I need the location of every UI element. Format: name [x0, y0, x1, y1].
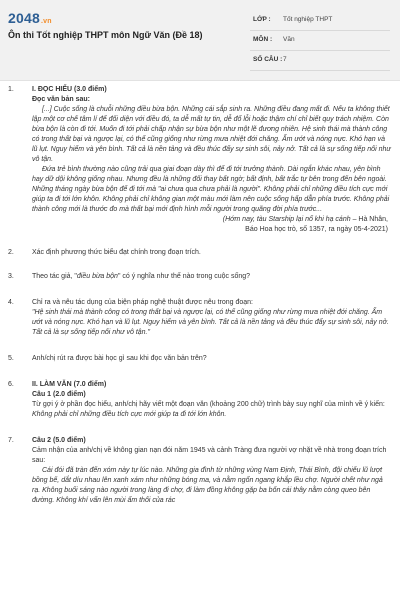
- question-3: 3. Theo tác giả, "điều bừa bộn" có ý nghĩa như thế nào trong cuộc sống?: [8, 272, 392, 282]
- question-6: 6. II. LÀM VĂN (7.0 điểm) Câu 1 (2.0 điểm) Từ gợi ý ở phần đọc hiểu, anh/chị hãy viết một đoạn văn (khoảng 200 chữ) trình bày suy nghĩ của mình về ý kiến: Không phải chỉ những điều tích cực mới giúp ta đi tới lớn khôn.: [8, 380, 392, 420]
- question-subheading: Câu 1 (2.0 điểm): [32, 391, 86, 398]
- passage-publication: Báo Hoa học trò, số 1357, ra ngày 05-4-2021): [245, 226, 388, 233]
- question-1: 1. I. ĐỌC HIỂU (3.0 điểm) Đọc văn bản sau: [...] Cuộc sống là chuỗi những điều bừa bộn. Những cái sắp sinh ra. Những điều đang mất đi. Nếu ta không thiết lập một cơ chế tâm lí để đối diện với điều đó, ta dễ mất tự tin, dễ đổ lỗi hoặc thậm chí chỉ biết quy trách nhiệm. Còn bừa bộn là còn đi tới. Muốn đi tới phải chấp nhận sự bừa bộn như một lẽ đương nhiên. Hệ sinh thái mà thành công có trong thất bại và ngược lại, có thể cũng giống như rừng mưa nhiệt đới chăng. Ẩm ướt và nóng nực. Khó hạn và lũ lụt. Nguy hiểm và yên bình. Tất cả là nền tảng và đều thúc đẩy sự sinh sôi, nảy nở. Tất cả là sự sống tiếp nối như vô tận. Đứa trẻ bình thường nào cũng trải qua giai đoạn dày thì để đi tới trưởng thành. Dài ngắn khác nhau, yên bình hay dữ dội không giống nhau. Nhưng đều là những đối thay bất ngờ; bất định, bất trắc tự bên trong đến bên ngoài. Những tháng ngày bừa bộn để đi tới mà "ai chưa qua chưa phải là người". Không phải chỉ những điều tích cực mới giúp ta đi tới lớn khôn. Không phải chỉ không gian một màu mới làm nên cuộc sống hấp dẫn phía trước. Không phải thành công mới là thước đo mà thất bại mới định hình mỗi người trong quãng đời phía trước... (Hớm nay, tàu Starship lại nổ khi hạ cánh – Hà Nhân, Báo Hoa học trò, số 1357, ra ngày 05-4-2021): [8, 86, 391, 233]
- meta-table: [250, 11, 390, 71]
- question-4: 4. Chỉ ra và nêu tác dụng của biện pháp nghệ thuật được nêu trong đoạn: "Hệ sinh thái mà thành công có trong thất bại và ngược lại, có thể cũng giống như rừng mưa nhiệt đới chăng. Ẩm ướt và nóng nực. Khó hạn và lũ lụt. Nguy hiểm và yên bình. Tất cả là nền tảng và đều thúc đẩy sự sinh sôi, nảy nở. Tất cả là sự sống tiếp nối như vô tận.": [8, 298, 392, 338]
- question-quote: "Hệ sinh thái mà thành công có trong thất bại và ngược lại, có thể cũng giống như rừng mưa nhiệt đới chăng. Ẩm ướt và nóng nực. Khó hạn và lũ lụt. Nguy hiểm và yên bình. Tất cả là nền tảng và đều thúc đẩy sự sinh sôi, nảy nở. Tất cả là sự sống tiếp nối như vô tận.": [32, 309, 389, 336]
- meta-row-class: LỚP : Tốt nghiệp THPT: [250, 11, 390, 31]
- question-text: Cảm nhận của anh/chị về không gian nạn đói năm 1945 và cảnh Tràng đưa người vợ nhặt về nhà trong đoạn trích sau:: [32, 447, 387, 464]
- meta-row-subject: MÔN : Văn: [250, 31, 390, 51]
- meta-row-count: SỐ CÂU : 7: [250, 51, 390, 71]
- passage-paragraph: [...] Cuộc sống là chuỗi những điều bừa bộn. Những cái sắp sinh ra. Những điều đang mất đi. Nếu ta không thiết lập một cơ chế tâm lí để đối diện với điều đó, ta dễ mất tự tin, dễ đổ lỗi hoặc thậm chí chỉ biết quy trách nhiệm. Còn bừa bộn là còn đi tới. Muốn đi tới phải chấp nhận sự bừa bộn như một lẽ đương nhiên. Hệ sinh thái mà thành công có trong thất bại và ngược lại, có thể cũng giống như rừng mưa nhiệt đới chăng. Ẩm ướt và nóng nực. Khó hạn và lũ lụt. Nguy hiểm và yên bình. Tất cả là nền tảng và đều thúc đẩy sự sinh sôi, nảy nở. Tất cả là sự sống tiếp nối như vô tận.: [32, 106, 391, 163]
- question-quote: Cái đói đã tràn đến xóm này tự lúc nào. Những gia đình từ những vùng Nam Định, Thái Bình, đội chiếu lũ lượt bồng bế, dắt díu nhau lên xanh xám như những bóng ma, và nằm ngổn ngang khắp lều chợ. Người chết như ngả rạ. Không buổi sáng nào người trong làng đi chợ, đi làm đồng không gặp ba bốn cái thây nằm còng queo bên đường. Không khí vẩn lên mùi ẩm thối của rác: [32, 467, 383, 504]
- page-title: Ôn thi Tốt nghiệp THPT môn Ngữ Văn (Đề 18): [8, 30, 203, 40]
- passage-paragraph: Đứa trẻ bình thường nào cũng trải qua giai đoạn dày thì để đi tới trưởng thành. Dài ngắn khác nhau, yên bình hay dữ dội không giống nhau. Nhưng đều là những đối thay bất ngờ; bất định, bất trắc tự bên trong đến bên ngoài. Những tháng ngày bừa bộn để đi tới mà "ai chưa qua chưa phải là người". Không phải chỉ những điều tích cực mới giúp ta đi tới lớn khôn. Không phải chỉ không gian một màu mới làm nên cuộc sống hấp dẫn phía trước. Không phải thành công mới là thước đo mà thất bại mới định hình mỗi người trong quãng đời phía trước...: [32, 166, 390, 213]
- reading-intro: Đọc văn bản sau:: [32, 96, 90, 103]
- header: [0, 0, 400, 81]
- question-text: Theo tác giả, "điều bừa bộn" có ý nghĩa như thế nào trong cuộc sống?: [32, 273, 251, 280]
- question-5: 5. Anh/chị rút ra được bài học gì sau khi đọc văn bản trên?: [8, 354, 392, 364]
- site-logo[interactable]: 2048.vn: [8, 10, 52, 26]
- question-text: Từ gợi ý ở phần đọc hiểu, anh/chị hãy viết một đoạn văn (khoảng 200 chữ) trình bày suy nghĩ của mình về ý kiến: Không phải chỉ những điều tích cực mới giúp ta đi tới lớn khôn.: [32, 401, 385, 418]
- section-heading: II. LÀM VĂN (7.0 điểm): [32, 381, 107, 388]
- question-text: Anh/chị rút ra được bài học gì sau khi đọc văn bản trên?: [32, 355, 207, 362]
- passage-source: (Hớm nay, tàu Starship lại nổ khi hạ cánh – Hà Nhân,: [222, 216, 388, 223]
- question-subheading: Câu 2 (5.0 điểm): [32, 437, 86, 444]
- question-2: 2. Xác định phương thức biểu đạt chính trong đoạn trích.: [8, 248, 392, 258]
- question-7: 7. Câu 2 (5.0 điểm) Cảm nhận của anh/chị về không gian nạn đói năm 1945 và cảnh Tràng đưa người vợ nhặt về nhà trong đoạn trích sau: Cái đói đã tràn đến xóm này tự lúc nào. Những gia đình từ những vùng Nam Định, Thái Bình, đội chiếu lũ lượt bồng bế, dắt díu nhau lên xanh xám như những bóng ma, và nằm ngổn ngang khắp lều chợ. Người chết như ngả rạ. Không buổi sáng nào người trong làng đi chợ, đi làm đồng không gặp ba bốn cái thây nằm còng queo bên đường. Không khí vẩn lên mùi ẩm thối của rác: [8, 436, 392, 506]
- section-heading: I. ĐỌC HIỂU (3.0 điểm): [32, 86, 107, 93]
- question-text: Xác định phương thức biểu đạt chính trong đoạn trích.: [32, 249, 201, 256]
- question-list: [8, 80, 392, 506]
- question-text: Chỉ ra và nêu tác dụng của biện pháp nghệ thuật được nêu trong đoạn:: [32, 299, 253, 306]
